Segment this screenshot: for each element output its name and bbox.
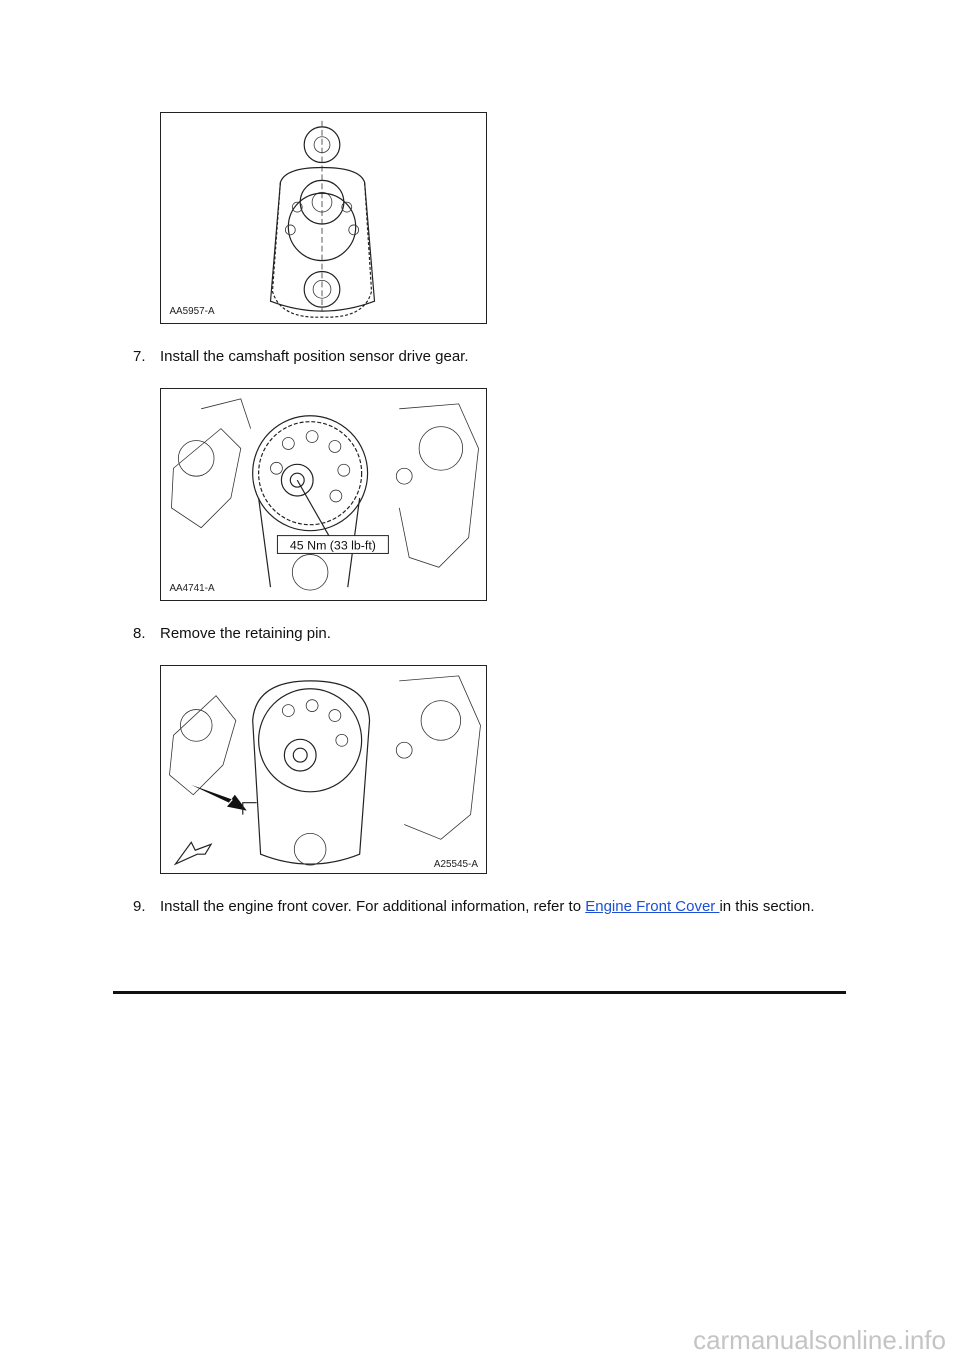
- torque-callout: 45 Nm (33 lb-ft): [289, 538, 376, 553]
- figure-label: AA4741-A: [169, 583, 215, 595]
- step-7: [133, 347, 823, 366]
- step-8: [133, 624, 823, 643]
- figure-label: AA5957-A: [169, 306, 215, 318]
- step-number: 8.: [133, 625, 146, 642]
- figure-camshaft-sensor-gear: [160, 388, 487, 601]
- retaining-pin-illustration: [161, 666, 486, 873]
- timing-chain-alignment-illustration: [161, 113, 486, 323]
- figure-retaining-pin: [160, 665, 487, 874]
- figure-label: A25545-A: [433, 859, 478, 871]
- step-text: Install the camshaft position sensor drive gear.: [160, 348, 469, 365]
- engine-front-cover-link[interactable]: Engine Front Cover: [585, 898, 720, 915]
- step-9: [133, 897, 823, 916]
- watermark: carmanualsonline.info: [693, 1325, 946, 1355]
- figure-timing-chain-alignment: [160, 112, 487, 324]
- step-text-before: Install the engine front cover. For additional information, refer to: [160, 898, 586, 915]
- step-text: [160, 897, 823, 916]
- section-divider: [113, 991, 846, 994]
- step-text-after: in this section.: [719, 898, 815, 915]
- camshaft-sensor-gear-illustration: [161, 389, 486, 600]
- step-text: Remove the retaining pin.: [160, 625, 331, 642]
- step-number: 9.: [133, 898, 146, 915]
- step-number: 7.: [133, 348, 146, 365]
